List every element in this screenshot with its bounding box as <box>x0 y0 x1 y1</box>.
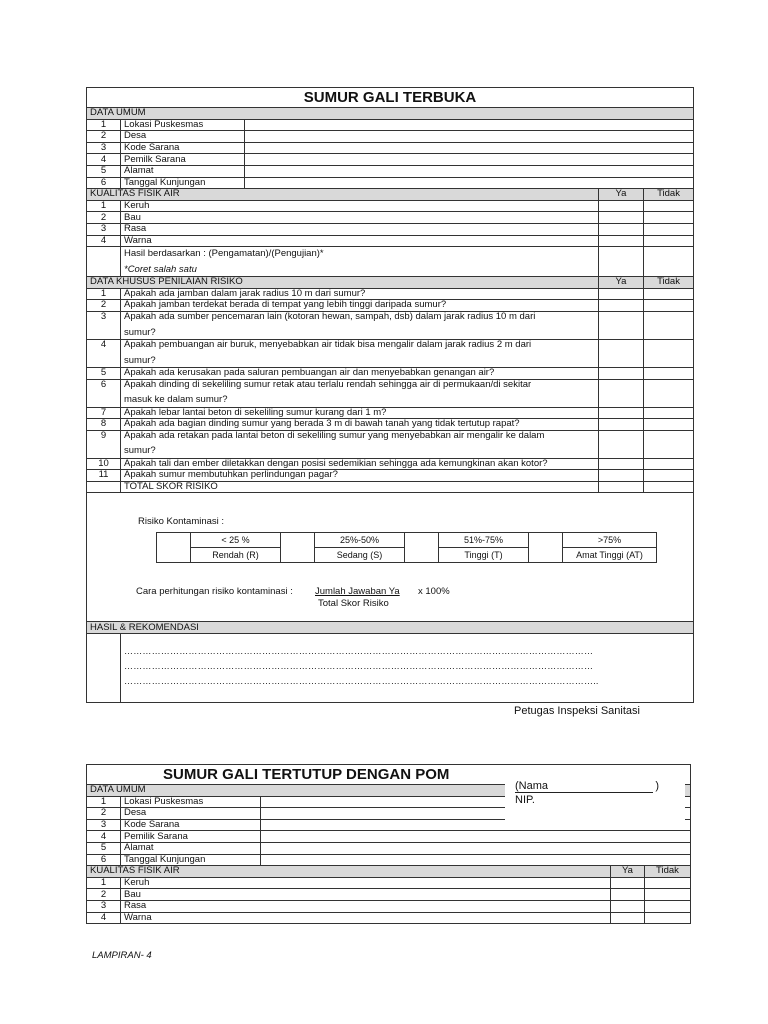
ya-cell[interactable] <box>599 379 644 407</box>
signature-name-open: (Nama <box>515 780 549 792</box>
question-line-1: Apakah ada bagian dinding sumur yang berada 3 m di bawah tanah yang tidak tertutup rapat? <box>124 418 520 430</box>
col-ya: Ya <box>611 866 645 878</box>
row-value-field[interactable] <box>245 177 694 189</box>
total-ya-cell[interactable] <box>599 481 644 493</box>
risk-check-amat-tinggi[interactable] <box>529 533 563 563</box>
row-label: Pemilik Sarana <box>121 831 261 843</box>
row-number: 10 <box>87 458 121 470</box>
general-row <box>87 154 694 166</box>
ya-cell[interactable] <box>599 458 644 470</box>
row-number: 2 <box>87 212 121 224</box>
signature-role: Petugas Inspeksi Sanitasi <box>514 705 640 717</box>
basis-tidak-cell[interactable] <box>644 247 694 277</box>
calc-numerator: Jumlah Jawaban Ya <box>315 586 400 597</box>
row-number: 3 <box>87 900 121 912</box>
ya-cell[interactable] <box>599 367 644 379</box>
ya-cell[interactable] <box>611 889 645 901</box>
risk-question <box>121 430 599 458</box>
risk-question-row <box>87 339 694 367</box>
ya-cell[interactable] <box>599 300 644 312</box>
row-number: 2 <box>87 131 121 143</box>
row-label: Alamat <box>121 165 245 177</box>
physical-row <box>87 889 691 901</box>
risk-question-row <box>87 311 694 339</box>
ya-cell[interactable] <box>599 223 644 235</box>
question-line-1: Apakah ada retakan pada lantai beton di sekeliling sumur yang menyebabkan air mengalir ke dalam <box>124 430 545 441</box>
ya-cell[interactable] <box>611 900 645 912</box>
calc-label: Cara perhitungan risiko kontaminasi : <box>136 586 293 597</box>
signature-name-line[interactable] <box>515 780 659 793</box>
col-tidak: Tidak <box>644 189 694 201</box>
risk-range-amat-tinggi: >75% <box>563 533 657 548</box>
row-label: Pemilk Sarana <box>121 154 245 166</box>
row-label: Tanggal Kunjungan <box>121 177 245 189</box>
risk-question-row <box>87 470 694 482</box>
ya-cell[interactable] <box>599 288 644 300</box>
physical-rows <box>87 200 694 246</box>
physical-row <box>87 235 694 247</box>
row-number: 4 <box>87 235 121 247</box>
total-tidak-cell[interactable] <box>644 481 694 493</box>
question-line-2: sumur? <box>124 326 156 338</box>
question-line-1: Apakah ada sumber pencemaran lain (kotoran hewan, sampah, dsb) dalam jarak radius 10 m dari <box>124 311 536 322</box>
row-label: Bau <box>121 889 611 901</box>
risk-question <box>121 407 599 419</box>
row-label: Warna <box>121 912 611 924</box>
risk-question <box>121 419 599 431</box>
risk-question <box>121 379 599 407</box>
section-data-umum: DATA UMUM <box>87 108 694 120</box>
row-number: 1 <box>87 796 121 808</box>
row-number: 2 <box>87 889 121 901</box>
question-line-1: Apakah ada jamban dalam jarak radius 10 m dari sumur? <box>124 288 366 299</box>
row-number: 3 <box>87 311 121 339</box>
ya-cell[interactable] <box>599 419 644 431</box>
ya-cell[interactable] <box>599 470 644 482</box>
row-value-field[interactable] <box>245 119 694 131</box>
risk-name-tinggi: Tinggi (T) <box>439 548 529 563</box>
general-row <box>87 131 694 143</box>
risk-question <box>121 458 599 470</box>
basis-line: Hasil berdasarkan : (Pengamatan)/(Pengujian)* <box>124 248 324 260</box>
row-label: Bau <box>121 212 599 224</box>
general-row <box>87 177 694 189</box>
risk-question-rows <box>87 288 694 481</box>
risk-level-table <box>156 532 657 563</box>
risk-question <box>121 470 599 482</box>
row-value-field[interactable] <box>261 831 691 843</box>
row-label: Keruh <box>121 877 611 889</box>
tidak-cell[interactable] <box>645 877 691 889</box>
risk-check-rendah[interactable] <box>157 533 191 563</box>
row-value-field[interactable] <box>245 154 694 166</box>
tidak-cell[interactable] <box>644 339 694 367</box>
ya-cell[interactable] <box>599 235 644 247</box>
row-number: 2 <box>87 300 121 312</box>
tidak-cell[interactable] <box>644 235 694 247</box>
physical-row <box>87 912 691 924</box>
row-number: 6 <box>87 854 121 866</box>
recommendation-field[interactable] <box>121 634 694 703</box>
row-value-field[interactable] <box>245 165 694 177</box>
ya-cell[interactable] <box>599 430 644 458</box>
row-number: 8 <box>87 419 121 431</box>
row-number: 6 <box>87 177 121 189</box>
tidak-cell[interactable] <box>644 223 694 235</box>
row-label: Alamat <box>121 842 261 854</box>
row-label: Rasa <box>121 223 599 235</box>
section-kualitas-fisik: KUALITAS FISIK AIR <box>87 866 611 878</box>
col-ya: Ya <box>599 277 644 289</box>
row-label: Warna <box>121 235 599 247</box>
signature-nip: NIP. <box>515 794 535 806</box>
row-number: 5 <box>87 165 121 177</box>
row-number: 3 <box>87 142 121 154</box>
tidak-cell[interactable] <box>644 470 694 482</box>
row-number: 4 <box>87 154 121 166</box>
question-line-1: Apakah sumur membutuhkan perlindungan pagar? <box>124 469 338 481</box>
risk-name-sedang: Sedang (S) <box>315 548 405 563</box>
tidak-cell[interactable] <box>644 419 694 431</box>
risk-question-row <box>87 288 694 300</box>
row-number: 4 <box>87 339 121 367</box>
tidak-cell[interactable] <box>644 458 694 470</box>
physical-row <box>87 200 694 212</box>
general-row <box>87 119 694 131</box>
risk-question-row <box>87 419 694 431</box>
risk-range-rendah: < 25 % <box>191 533 281 548</box>
tidak-cell[interactable] <box>644 212 694 224</box>
row-label: Lokasi Puskesmas <box>121 796 261 808</box>
row-value-field[interactable] <box>245 142 694 154</box>
question-line-1: Apakah tali dan ember diletakkan dengan posisi sedemikian sehingga ada kemungkinan akan kotor? <box>124 458 548 469</box>
general-row <box>87 142 694 154</box>
tidak-cell[interactable] <box>645 912 691 924</box>
risk-check-tinggi[interactable] <box>405 533 439 563</box>
row-label: Kode Sarana <box>121 142 245 154</box>
row-number: 1 <box>87 288 121 300</box>
dotted-line-2: ……………………………………………………………………………………………………………………………………… <box>124 661 594 672</box>
row-number: 1 <box>87 119 121 131</box>
row-label: Tanggal Kunjungan <box>121 854 261 866</box>
section-kualitas-fisik: KUALITAS FISIK AIR <box>87 189 599 201</box>
risk-question-row <box>87 379 694 407</box>
risk-name-amat-tinggi: Amat Tinggi (AT) <box>563 548 657 563</box>
row-label: Desa <box>121 131 245 143</box>
risk-question <box>121 288 599 300</box>
general-row <box>87 854 691 866</box>
row-value-field[interactable] <box>261 842 691 854</box>
tidak-cell[interactable] <box>644 379 694 407</box>
row-value-field[interactable] <box>245 131 694 143</box>
general-row <box>87 165 694 177</box>
question-line-1: Apakah jamban terdekat berada di tempat yang lebih tinggi daripada sumur? <box>124 299 447 311</box>
ya-cell[interactable] <box>599 200 644 212</box>
risk-question-row <box>87 430 694 458</box>
physical-row <box>87 877 691 889</box>
row-label: Kode Sarana <box>121 819 261 831</box>
total-score-label: TOTAL SKOR RISIKO <box>121 481 599 493</box>
row-value-field[interactable] <box>261 854 691 866</box>
section-penilaian-risiko: DATA KHUSUS PENILAIAN RISIKO <box>87 277 599 289</box>
question-line-2: masuk ke dalam sumur? <box>124 394 228 406</box>
row-label: Lokasi Puskesmas <box>121 119 245 131</box>
general-row <box>87 831 691 843</box>
row-label: Keruh <box>121 200 599 212</box>
risk-question-row <box>87 407 694 419</box>
question-line-2: sumur? <box>124 354 156 366</box>
ya-cell[interactable] <box>599 311 644 339</box>
col-tidak: Tidak <box>644 277 694 289</box>
ya-cell[interactable] <box>599 339 644 367</box>
row-number: 6 <box>87 379 121 407</box>
row-label: Rasa <box>121 900 611 912</box>
risk-question-row <box>87 367 694 379</box>
physical-row <box>87 212 694 224</box>
tidak-cell[interactable] <box>644 300 694 312</box>
ya-cell[interactable] <box>599 407 644 419</box>
ya-cell[interactable] <box>599 212 644 224</box>
tidak-cell[interactable] <box>644 407 694 419</box>
risk-question <box>121 300 599 312</box>
physical-row <box>87 223 694 235</box>
row-number: 5 <box>87 367 121 379</box>
calc-times: x 100% <box>418 586 450 597</box>
risk-question <box>121 339 599 367</box>
risk-question <box>121 367 599 379</box>
row-label: Desa <box>121 808 261 820</box>
risk-contamination-label: Risiko Kontaminasi : <box>138 516 225 527</box>
signature-block <box>505 767 685 829</box>
basis-note <box>121 247 599 277</box>
row-number: 1 <box>87 200 121 212</box>
basis-ya-cell[interactable] <box>599 247 644 277</box>
row-number: 7 <box>87 407 121 419</box>
ya-cell[interactable] <box>611 912 645 924</box>
tidak-cell[interactable] <box>644 200 694 212</box>
physical-row <box>87 900 691 912</box>
row-number: 5 <box>87 842 121 854</box>
row-number: 9 <box>87 430 121 458</box>
ya-cell[interactable] <box>611 877 645 889</box>
tidak-cell[interactable] <box>645 889 691 901</box>
question-line-1: Apakah ada kerusakan pada saluran pembuangan air dan menyebabkan genangan air? <box>124 367 495 378</box>
tidak-cell[interactable] <box>644 288 694 300</box>
risk-question-row <box>87 458 694 470</box>
strike-note: *Coret salah satu <box>124 264 197 276</box>
dotted-line-3: ……………………………………………………………………………………………………………………………………….. <box>124 676 599 687</box>
dotted-line-1: ……………………………………………………………………………………………………………………………………… <box>124 646 594 657</box>
question-line-2: sumur? <box>124 445 156 457</box>
col-tidak: Tidak <box>645 866 691 878</box>
form2-title: SUMUR GALI TERTUTUP DENGAN POM <box>87 765 691 785</box>
section-data-umum: DATA UMUM <box>87 785 691 797</box>
signature-name-close: ) <box>655 780 659 792</box>
form-sumur-gali-terbuka <box>86 87 694 703</box>
row-number: 4 <box>87 912 121 924</box>
risk-check-sedang[interactable] <box>281 533 315 563</box>
question-line-1: Apakah pembuangan air buruk, menyebabkan air tidak bisa mengalir dalam jarak radius 2 m dari <box>124 339 532 350</box>
general-row <box>87 842 691 854</box>
tidak-cell[interactable] <box>645 900 691 912</box>
risk-range-tinggi: 51%-75% <box>439 533 529 548</box>
tidak-cell[interactable] <box>644 430 694 458</box>
row-number: 3 <box>87 223 121 235</box>
physical-rows <box>87 877 691 923</box>
appendix-label: LAMPIRAN- 4 <box>92 950 152 961</box>
risk-question-row <box>87 300 694 312</box>
question-line-1: Apakah lebar lantai beton di sekeliling sumur kurang dari 1 m? <box>124 407 387 418</box>
tidak-cell[interactable] <box>644 311 694 339</box>
col-ya: Ya <box>599 189 644 201</box>
tidak-cell[interactable] <box>644 367 694 379</box>
risk-range-sedang: 25%-50% <box>315 533 405 548</box>
row-number: 4 <box>87 831 121 843</box>
section-hasil-rekomendasi: HASIL & REKOMENDASI <box>87 622 694 634</box>
row-number: 1 <box>87 877 121 889</box>
risk-name-rendah: Rendah (R) <box>191 548 281 563</box>
general-data-rows <box>87 119 694 189</box>
question-line-1: Apakah dinding di sekeliling sumur retak atau terlalu rendah sehingga air di permukaan/di sekitar <box>124 379 532 390</box>
row-number: 3 <box>87 819 121 831</box>
row-number: 11 <box>87 470 121 482</box>
row-number: 2 <box>87 808 121 820</box>
risk-question <box>121 311 599 339</box>
calc-denominator: Total Skor Risiko <box>318 598 389 609</box>
form1-title: SUMUR GALI TERBUKA <box>87 88 694 108</box>
